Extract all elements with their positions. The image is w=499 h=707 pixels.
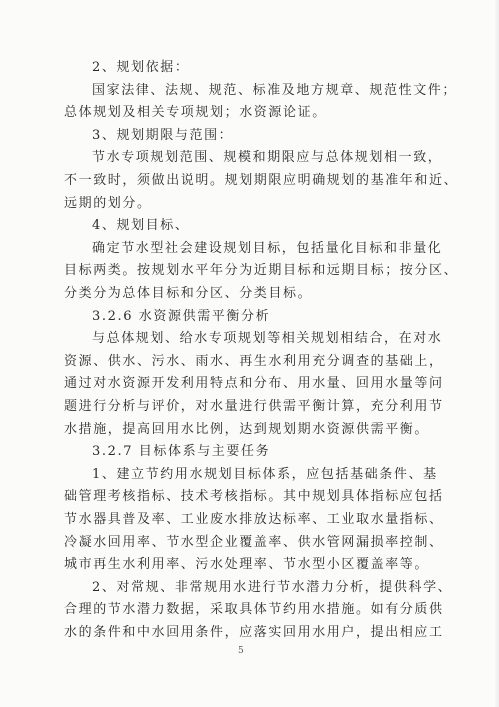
text-line: 2、规划依据： [92,60,190,75]
text-line: 题进行分析与评价，对水量进行供需平衡计算，充分利用节 [64,399,444,414]
text-line: 水的条件和中水回用条件，应落实回用水用户，提出相应工 [64,625,444,640]
page-number: 5 [238,646,244,656]
text-line: 与总体规划、给水专项规划等相关规划相结合，在对水 [92,331,443,347]
text-line: 水措施，提高回用水比例，达到规划期水资源供需平衡。 [64,421,430,437]
section-heading: 3.2.7 目标体系与主要任务 [92,444,271,460]
text-line: 通过对水资源开发利用特点和分布、用水量、回用水量等问 [64,376,444,392]
text-line: 3、规划期限与范围： [92,127,234,143]
text-line: 4、规划目标、 [92,218,190,234]
text-line: 分类分为总体目标和分区、分类目标。 [64,286,313,301]
text-line: 城市再生水利用率、污水处理率、节水型小区覆盖率等。 [64,557,430,573]
text-line: 节水器具普及率、工业废水排放达标率、工业取水量指标、 [64,512,444,527]
text-line: 资源、供水、污水、雨水、再生水利用充分调查的基础上， [64,353,444,369]
text-line: 确定节水型社会建设规划目标，包括量化目标和非量化 [92,240,443,256]
text-line: 不一致时，须做出说明。规划期限应明确规划的基准年和近、 [64,173,459,188]
text-line: 远期的划分。 [64,195,152,211]
text-line: 1、建立节约用水规划目标体系，应包括基础条件、基 [92,466,438,482]
text-line: 国家法律、法规、规范、标准及地方规章、规范性文件； [92,82,458,98]
text-line: 冷凝水回用率、节水型企业覆盖率、供水管网漏损率控制、 [64,534,444,550]
text-line: 合理的节水潜力数据，采取具体节约用水措施。如有分质供 [64,602,444,618]
text-line: 2、对常规、非常规用水进行节水潜力分析，提供科学、 [92,579,453,595]
text-line: 础管理考核指标、技术考核指标。其中规划具体指标应包括 [64,489,444,505]
section-heading: 3.2.6 水资源供需平衡分析 [92,308,271,324]
text-line: 目标两类。按规划水平年分为近期目标和远期目标；按分区、 [64,263,459,279]
text-line: 节水专项规划范围、规模和期限应与总体规划相一致， [92,150,443,166]
text-line: 总体规划及相关专项规划；水资源论证。 [64,105,327,121]
